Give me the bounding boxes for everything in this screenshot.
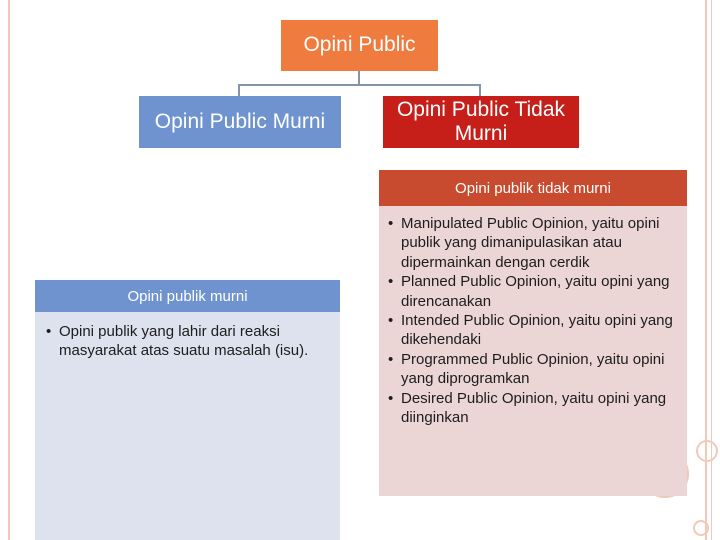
root-node-label: Opini Public xyxy=(303,33,416,57)
card-murni-list xyxy=(42,322,334,361)
list-item: • Desired Public Opinion, yaitu opini yang diinginkan xyxy=(384,389,682,428)
connector-right-drop xyxy=(479,84,481,96)
card-tidak-murni-list xyxy=(384,214,682,427)
branch-node-murni-label: Opini Public Murni xyxy=(154,109,326,133)
card-murni-header xyxy=(35,280,340,312)
branch-node-tidak-murni-label: Opini Public Tidak Murni xyxy=(396,97,566,145)
card-murni-heading: Opini publik murni xyxy=(127,287,248,305)
list-item: • Manipulated Public Opinion, yaitu opini publik yang dimanipulasikan atau dipermainkan dengan cerdik xyxy=(384,214,682,272)
frame-left-line xyxy=(8,0,10,540)
branch-node-tidak-murni xyxy=(383,96,579,148)
connector-left-drop xyxy=(238,84,240,96)
connector-trunk xyxy=(358,71,360,85)
list-item: • Intended Public Opinion, yaitu opini yang dikehendaki xyxy=(384,311,682,350)
card-tidak-murni-header xyxy=(379,170,687,206)
card-tidak-murni-heading: Opini publik tidak murni xyxy=(455,179,611,197)
list-item: • Programmed Public Opinion, yaitu opini yang diprogramkan xyxy=(384,350,682,389)
decorative-circle-small xyxy=(696,440,718,462)
decorative-circle-tiny xyxy=(693,520,709,536)
list-item: • Opini publik yang lahir dari reaksi masyarakat atas suatu masalah (isu). xyxy=(42,322,334,361)
root-node xyxy=(281,20,438,71)
connector-bar xyxy=(238,84,481,86)
list-item: • Planned Public Opinion, yaitu opini yang direncanakan xyxy=(384,272,682,311)
branch-node-murni xyxy=(139,96,341,148)
